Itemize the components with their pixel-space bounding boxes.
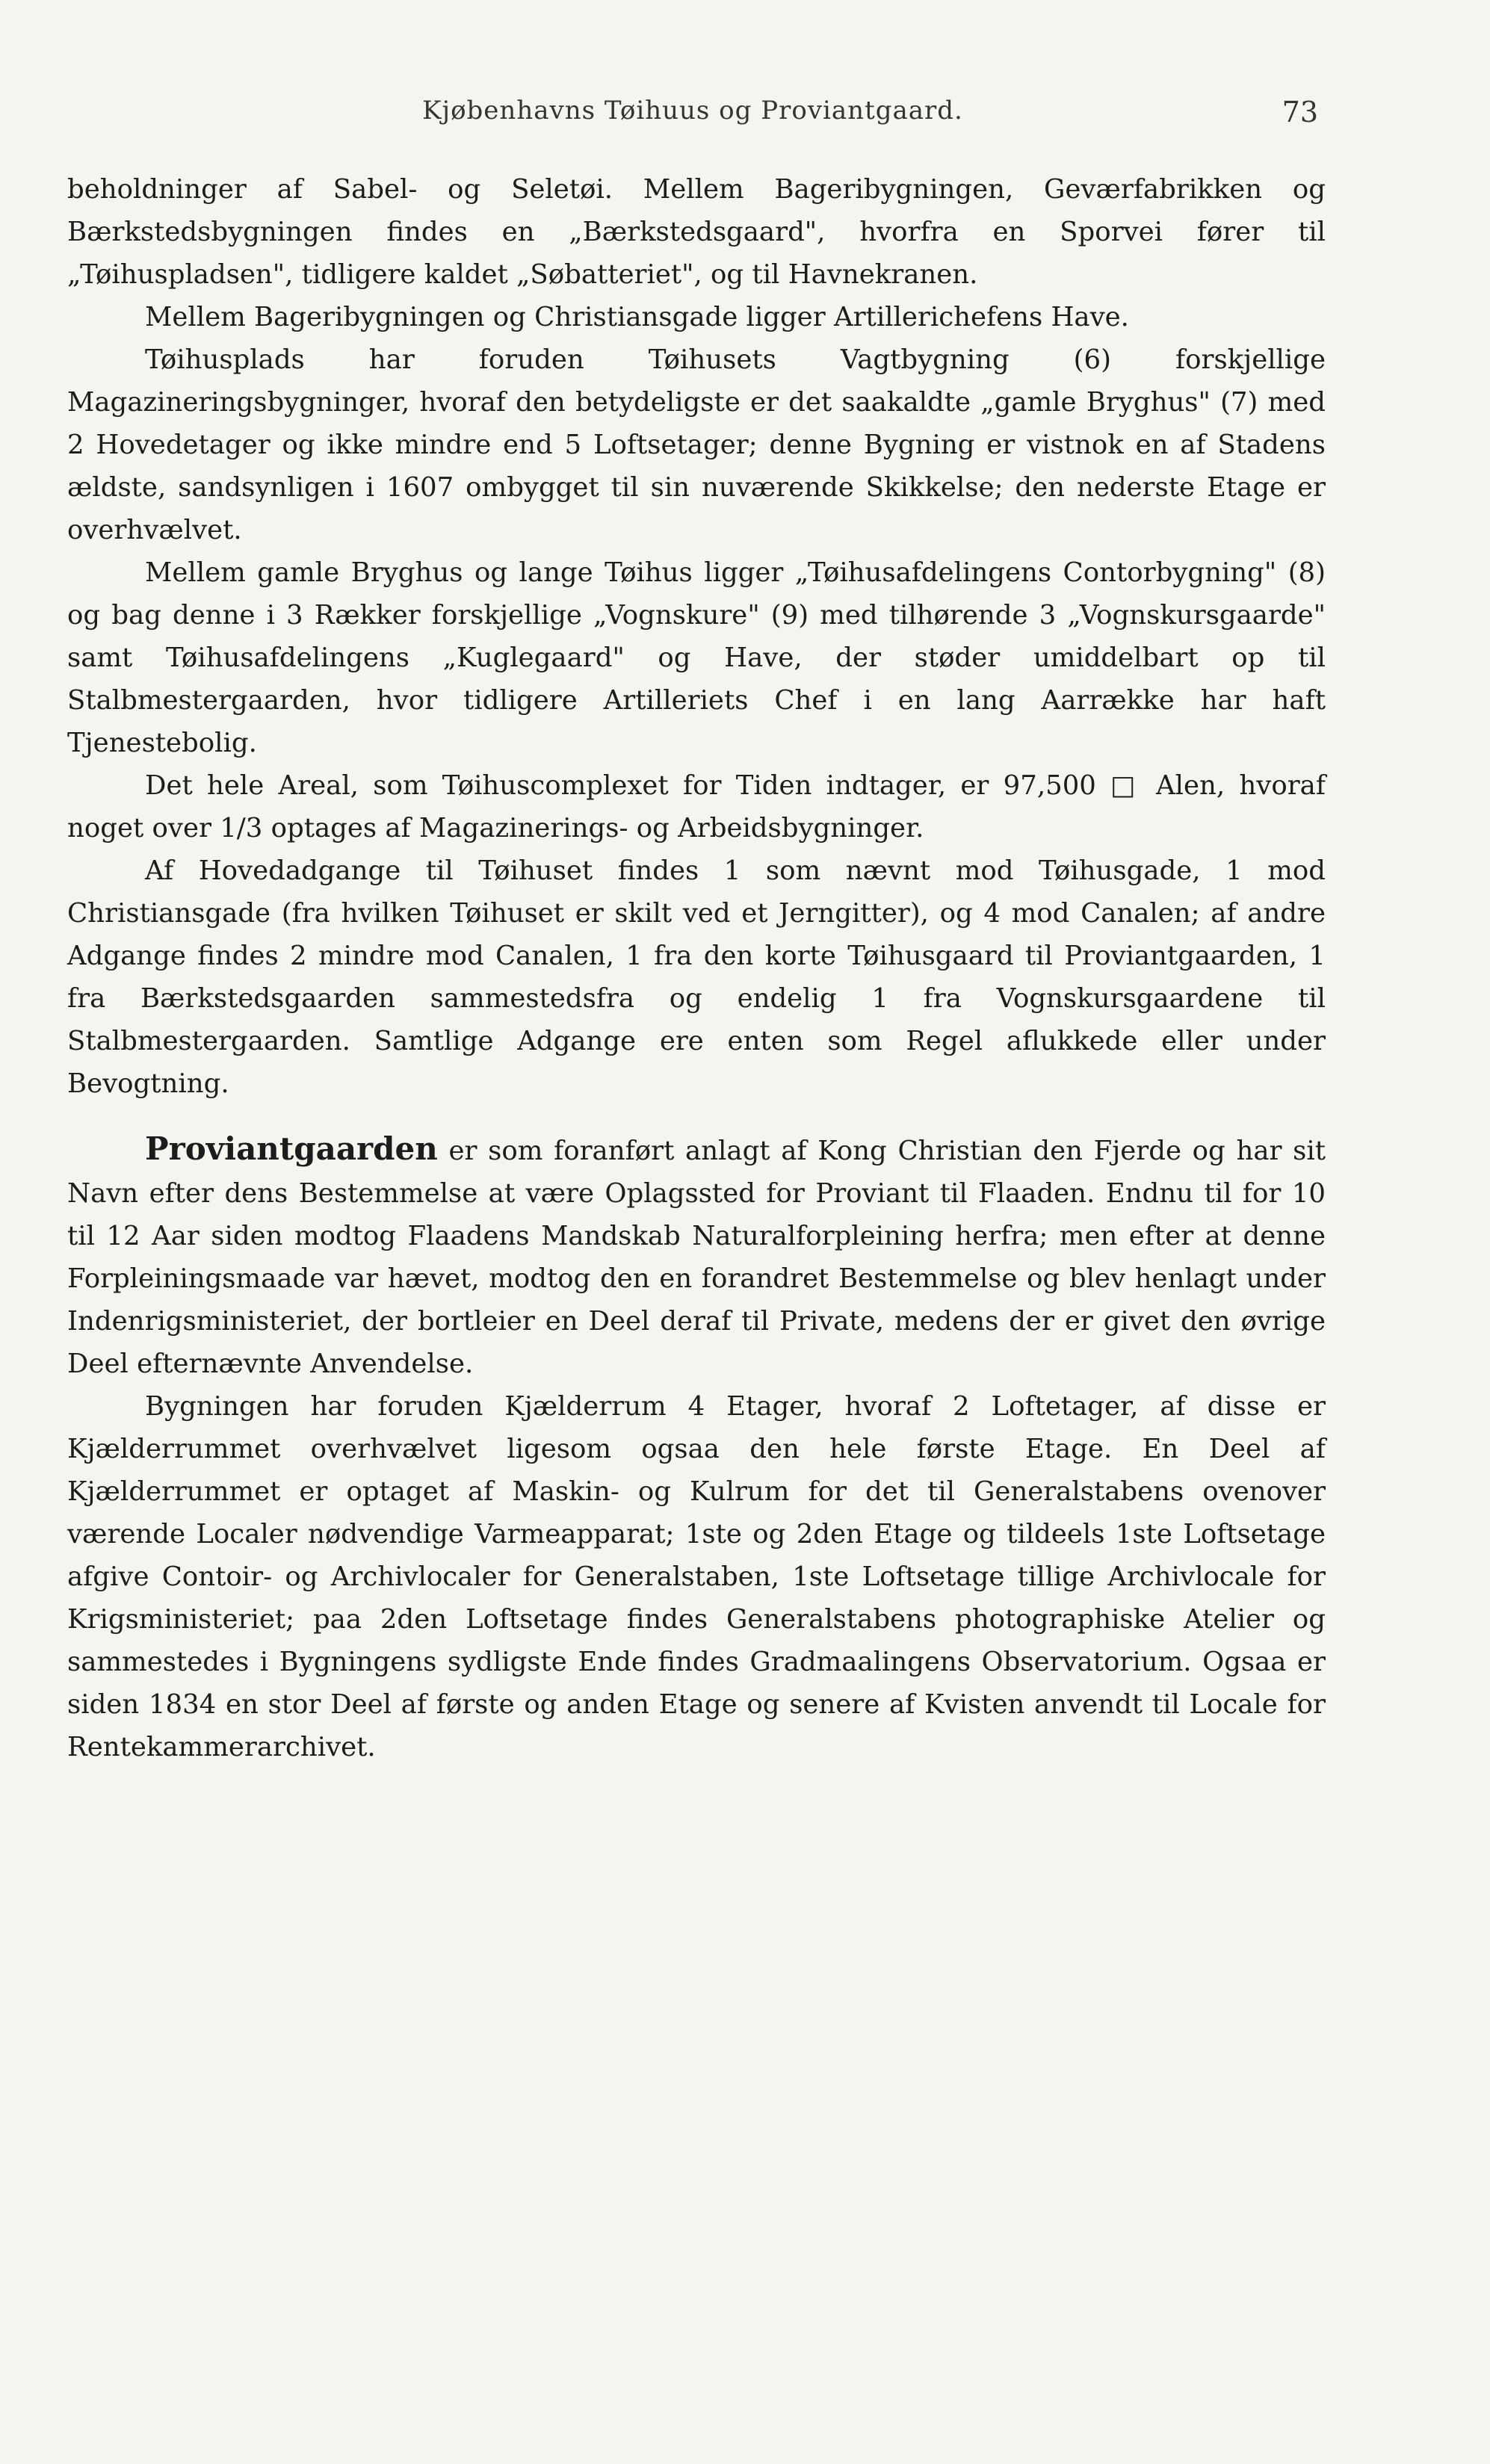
paragraph-8: Bygningen har foruden Kjælderrum 4 Etager, hvoraf 2 Loftetager, af disse er Kjælderrummet overhvælvet ligesom ogsaa den hele første Etage. En Deel af Kjælderrummet er optaget af Maskin- og Kulrum for det til Generalstabens ovenover værende Localer nødvendige Varmeapparat; 1ste og 2den Etage og tildeels 1ste Loftsetage afgive Contoir- og Archivlocaler for Generalstaben, 1ste Loftsetage tillige Archivlocale for Krigsministeriet; paa 2den Loftsetage findes Generalstabens photographiske Atelier og sammestedes i Bygningens sydligste Ende findes Gradmaalingens Observatorium. Ogsaa er siden 1834 en stor Deel af første og anden Etage og senere af Kvisten anvendt til Locale for Rentekammerarchivet. bbox=[67, 1391, 1326, 1762]
page-number: 73 bbox=[1282, 96, 1318, 129]
running-head: Kjøbenhavns Tøihuus og Proviantgaard. bbox=[422, 96, 963, 126]
paragraph-5: Det hele Areal, som Tøihuscomplexet for Tiden indtager, er 97,500 □ Alen, hvoraf noget over 1/3 optages af Magazinerings- og Arbeidsbygninger. bbox=[67, 770, 1326, 843]
paragraph-3: Tøihusplads har foruden Tøihusets Vagtbygning (6) forskjellige Magazineringsbygninger, hvoraf den betydeligste er det saakaldte „gamle Bryghus" (7) med 2 Hovedetager og ikke mindre end 5 Loftsetager; denne Bygning er vistnok en af Stadens ældste, sandsynligen i 1607 ombygget til sin nuværende Skikkelse; den nederste Etage er overhvælvet. bbox=[67, 344, 1326, 545]
section-lead-word: Proviantgaarden bbox=[145, 1130, 438, 1167]
paragraph-1: beholdninger af Sabel- og Seletøi. Mellem Bageribygningen, Geværfabrikken og Bærkstedsbygningen findes en „Bærkstedsgaard", hvorfra en Sporvei fører til „Tøihuspladsen", tidligere kaldet „Søbatteriet", og til Havnekranen. bbox=[67, 174, 1326, 290]
paragraph-7 bbox=[67, 1127, 1326, 1385]
paragraph-2: Mellem Bageribygningen og Christiansgade ligger Artillerichefens Have. bbox=[145, 302, 1129, 332]
paragraph-4: Mellem gamle Bryghus og lange Tøihus ligger „Tøihusafdelingens Contorbygning" (8) og bag denne i 3 Rækker forskjellige „Vognskure" (9) med tilhørende 3 „Vognskursgaarde" samt Tøihusafdelingens „Kuglegaard" og Have, der støder umiddelbart op til Stalbmestergaarden, hvor tidligere Artilleriets Chef i en lang Aarrække har haft Tjenestebolig. bbox=[67, 557, 1326, 758]
paragraph-7-text: er som foranført anlagt af Kong Christian den Fjerde og har sit Navn efter dens Bestemmelse at være Oplagssted for Proviant til Flaaden. Endnu til for 10 til 12 Aar siden modtog Flaadens Mandskab Naturalforpleining herfra; men efter at denne Forpleiningsmaade var hævet, modtog den en forandret Bestemmelse og blev henlagt under Indenrigsministeriet, der bortleier en Deel deraf til Private, medens der er givet den øvrige Deel efternævnte Anvendelse. bbox=[67, 1136, 1326, 1379]
page-header bbox=[67, 96, 1318, 133]
body-text bbox=[67, 168, 1326, 1768]
paragraph-6: Af Hovedadgange til Tøihuset findes 1 som nævnt mod Tøihusgade, 1 mod Christiansgade (fra hvilken Tøihuset er skilt ved et Jerngitter), og 4 mod Canalen; af andre Adgange findes 2 mindre mod Canalen, 1 fra den korte Tøihusgaard til Proviantgaarden, 1 fra Bærkstedsgaarden sammestedsfra og endelig 1 fra Vognskursgaardene til Stalbmestergaarden. Samtlige Adgange ere enten som Regel aflukkede eller under Bevogtning. bbox=[67, 855, 1326, 1099]
